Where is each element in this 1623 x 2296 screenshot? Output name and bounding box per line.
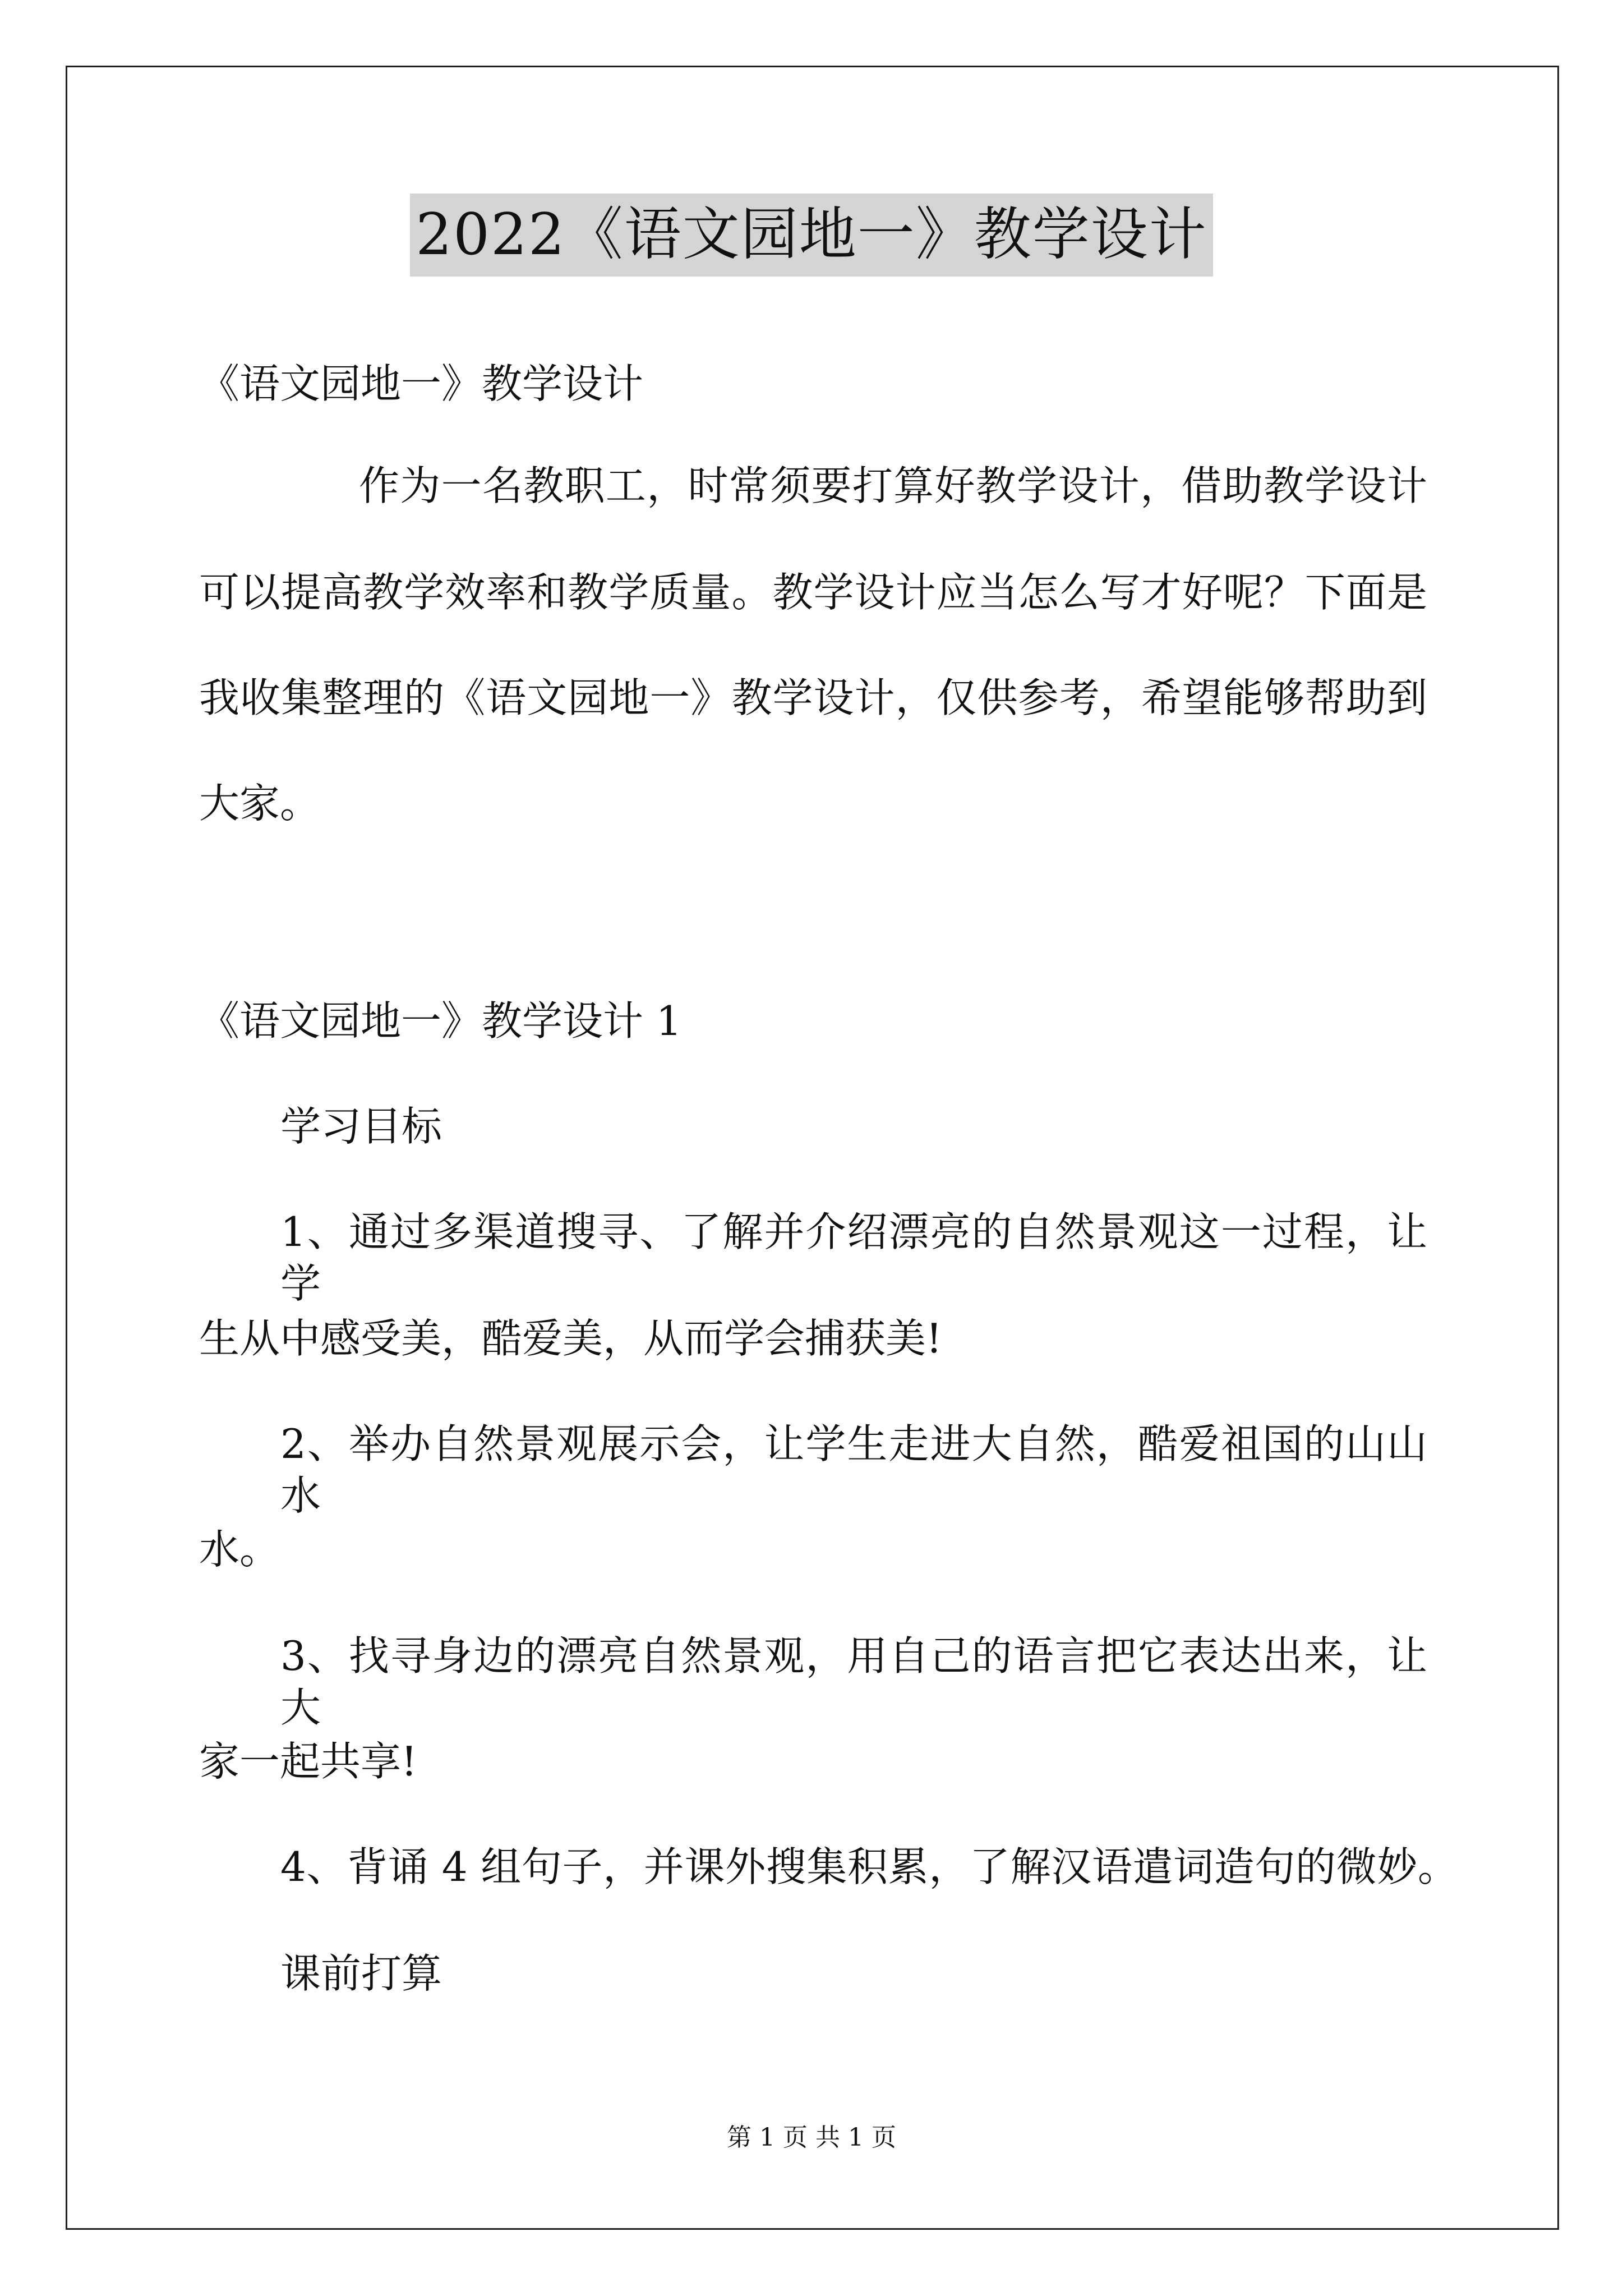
document-title: 2022《语文园地一》教学设计 [410, 194, 1213, 277]
goal-2-line-2: 水。 [199, 1526, 280, 1573]
goal-3-line-2: 家一起共享! [199, 1738, 417, 1785]
goal-4-line-1: 4、背诵 4 组句子，并课外搜集积累，了解汉语遣词造句的微妙。 [280, 1843, 1458, 1890]
intro-line-1: 作为一名教职工，时常须要打算好教学设计，借助教学设计 [359, 462, 1427, 509]
page-footer: 第 1 页 共 1 页 [727, 2123, 896, 2152]
goals-heading: 学习目标 [280, 1103, 442, 1150]
section-title: 《语文园地一》教学设计 1 [199, 997, 682, 1045]
subtitle: 《语文园地一》教学设计 [199, 360, 644, 407]
intro-line-2: 可以提高教学效率和教学质量。教学设计应当怎么写才好呢？下面是 [199, 569, 1427, 616]
goal-1-line-1: 1、通过多渠道搜寻、了解并介绍漂亮的自然景观这一过程，让学 [280, 1208, 1427, 1307]
intro-line-4: 大家。 [199, 780, 321, 827]
goal-3-line-1: 3、找寻身边的漂亮自然景观，用自己的语言把它表达出来，让大 [280, 1632, 1427, 1731]
prep-heading: 课前打算 [280, 1950, 442, 1997]
title-container [0, 194, 1623, 277]
goal-2-line-1: 2、举办自然景观展示会，让学生走进大自然，酷爱祖国的山山水 [280, 1420, 1427, 1519]
goal-1-line-2: 生从中感受美，酷爱美，从而学会捕获美! [199, 1315, 942, 1362]
intro-line-3: 我收集整理的《语文园地一》教学设计，仅供参考，希望能够帮助到 [199, 674, 1427, 721]
